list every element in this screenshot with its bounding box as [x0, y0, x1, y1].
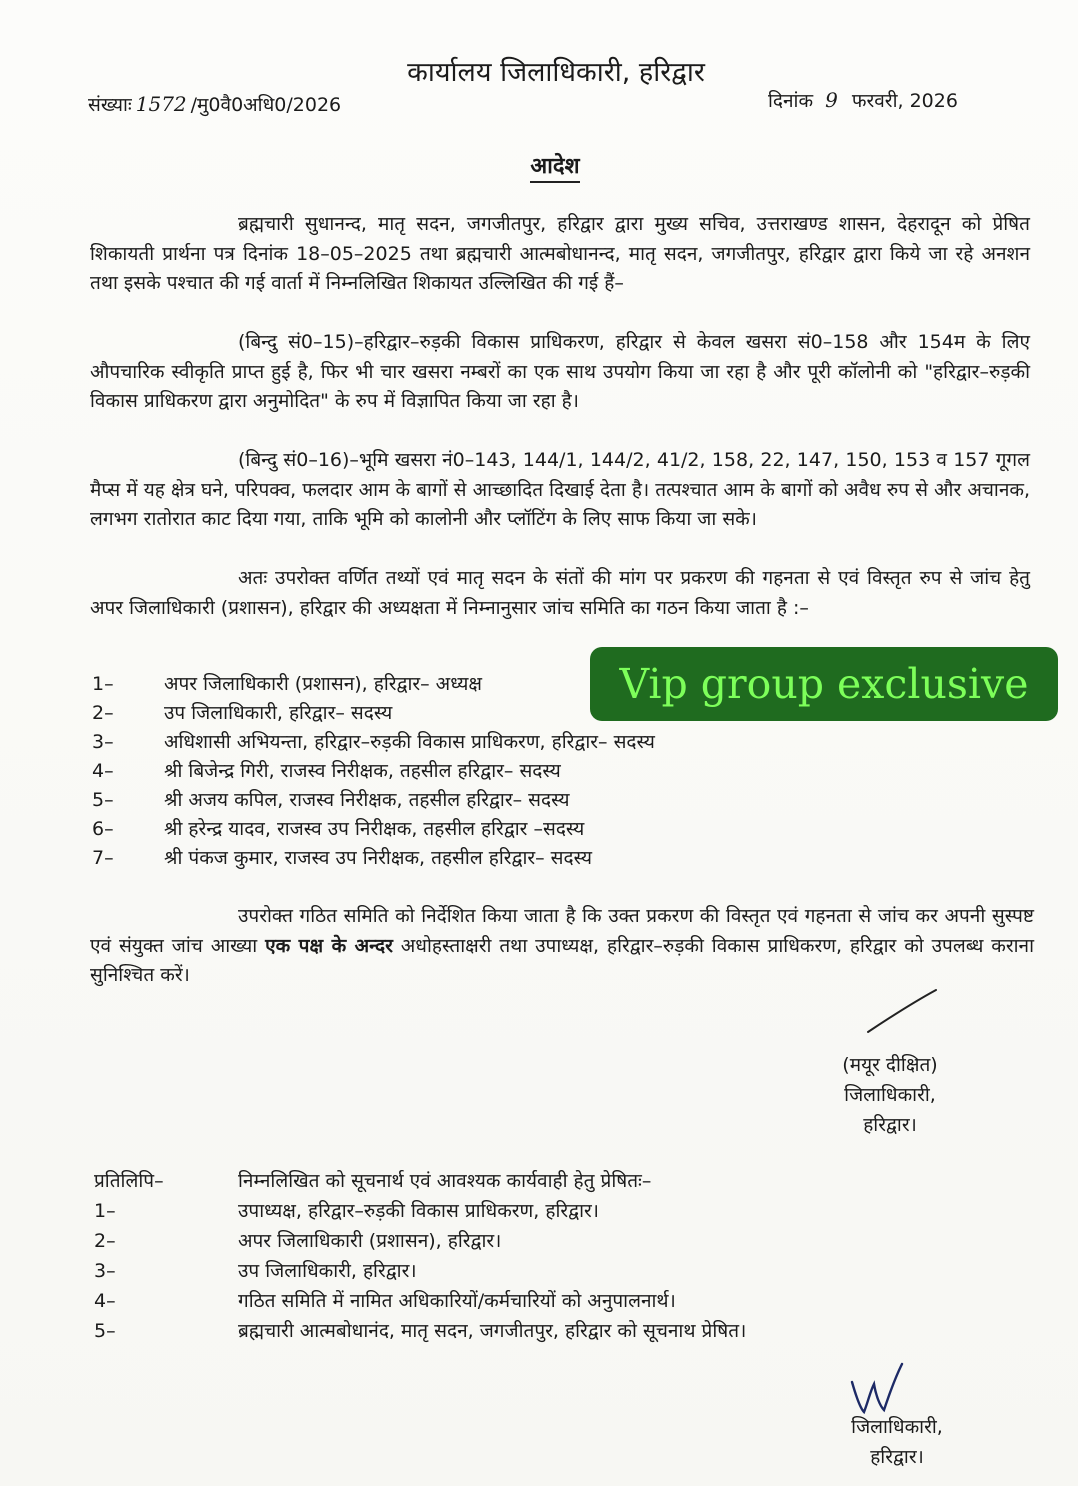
- committee-row: 7– श्री पंकज कुमार, राजस्व उप निरीक्षक, तहसील हरिद्वार– सदस्य: [92, 847, 593, 869]
- copy-row: 1– उपाध्यक्ष, हरिद्वार–रुड़की विकास प्राधिकरण, हरिद्वार।: [94, 1200, 599, 1222]
- initials-signature: [846, 1362, 906, 1418]
- signature-stroke: [862, 988, 942, 1038]
- committee-row: 1– अपर जिलाधिकारी (प्रशासन), हरिद्वार– अध्यक्ष: [92, 673, 482, 695]
- copy-to-list: [94, 1166, 1014, 1346]
- copy-header-row: प्रतिलिपि– निम्नलिखित को सूचनार्थ एवं आवश्यक कार्यवाही हेतु प्रेषितः–: [94, 1170, 652, 1192]
- committee-row: 6– श्री हरेन्द्र यादव, राजस्व उप निरीक्षक, तहसील हरिद्वार –सदस्य: [92, 818, 585, 840]
- ref-suffix: /मु0वै0अधि0/2026: [190, 94, 342, 116]
- point-15-paragraph: (बिन्दु सं0–15)–हरिद्वार–रुड़की विकास प्राधिकरण, हरिद्वार से केवल खसरा सं0–158 और 154म के लिए औपचारिक स्वीकृति प्राप्त हुई है, फिर भी चार खसरा नम्बरों का एक साथ उपयोग किया जा रहा है और पूरी कॉलोनी को "हरिद्वार–रुड़की विकास प्राधिकरण द्वारा अनुमोदित" के रुप में विज्ञापित किया जा रहा है।: [90, 331, 1030, 412]
- copy-row: 4– गठित समिति में नामित अधिकारियों/कर्मचारियों को अनुपालनार्थ।: [94, 1290, 676, 1312]
- ref-number-handwritten: 1572: [135, 92, 187, 116]
- date-day-handwritten: 9: [825, 88, 838, 112]
- watermark-text: Vip group exclusive: [619, 660, 1029, 708]
- date-rest: फरवरी, 2026: [851, 90, 958, 112]
- committee-row: 4– श्री बिजेन्द्र गिरी, राजस्व निरीक्षक, तहसील हरिद्वार– सदस्य: [92, 760, 561, 782]
- office-title: कार्यालय जिलाधिकारी, हरिद्वार: [407, 57, 705, 88]
- order-heading: आदेश: [0, 150, 1078, 180]
- direction-paragraph: उपरोक्त गठित समिति को निर्देशित किया जाता है कि उक्त प्रकरण की विस्तृत एवं गहनता से जांच कर अपनी सुस्पष्ट एवं संयुक्त जांच आख्या एक पक्ष के अन्दर अधोहस्ताक्षरी तथा उपाध्यक्ष, हरिद्वार–रुड़की विकास प्राधिकरण, हरिद्वार को उपलब्ध कराना सुनिश्चित करें।: [90, 905, 1034, 986]
- bottom-signature-block: [812, 1412, 982, 1472]
- watermark-badge: [590, 647, 1058, 721]
- committee-row: 2– उप जिलाधिकारी, हरिद्वार– सदस्य: [92, 702, 393, 724]
- committee-row: 3– अधिशासी अभियन्ता, हरिद्वार–रुड़की विकास प्राधिकरण, हरिद्वार– सदस्य: [92, 731, 655, 753]
- point-16-paragraph: (बिन्दु सं0–16)–भूमि खसरा नं0–143, 144/1, 144/2, 41/2, 158, 22, 147, 150, 153 व 157 गूगल मैप्स में यह क्षेत्र घने, परिपक्व, फलदार आम के बागों से आच्छादित दिखाई देता है। तत्पश्चात आम के बागों को अवैध रुप से और अचानक, लगभग रातोरात काट दिया गया, ताकि भूमि को कालोनी और प्लॉटिंग के लिए साफ किया जा सके।: [90, 449, 1030, 530]
- committee-row: 5– श्री अजय कपिल, राजस्व निरीक्षक, तहसील हरिद्वार– सदस्य: [92, 789, 570, 811]
- copy-row: 5– ब्रह्मचारी आत्मबोधानंद, मातृ सदन, जगजीतपुर, हरिद्वार को सूचनाथ प्रेषित।: [94, 1320, 747, 1342]
- ref-prefix: संख्याः: [88, 94, 132, 116]
- copy-row: 3– उप जिलाधिकारी, हरिद्वार।: [94, 1260, 417, 1282]
- signature-block: [800, 1050, 980, 1140]
- intro-paragraph: ब्रह्मचारी सुधानन्द, मातृ सदन, जगजीतपुर, हरिद्वार द्वारा मुख्य सचिव, उत्तराखण्ड शासन, देहरादून को प्रेषित शिकायती प्रार्थना पत्र दिनांक 18–05–2025 तथा ब्रह्मचारी आत्मबोधानन्द, मातृ सदन, जगजीतपुर, हरिद्वार द्वारा किये जा रहे अनशन तथा इसके पश्चात की गई वार्ता में निम्नलिखित शिकायत उल्लिखित की गई हैं–: [90, 213, 1030, 294]
- bottom-place: हरिद्वार।: [870, 1446, 924, 1468]
- committee-formation-paragraph: अतः उपरोक्त वर्णित तथ्यों एवं मातृ सदन के संतों की मांग पर प्रकरण की गहनता से एवं विस्तृत रुप से जांच हेतु अपर जिलाधिकारी (प्रशासन), हरिद्वार की अध्यक्षता में निम्नानुसार जांच समिति का गठन किया जाता है :–: [90, 567, 1030, 619]
- bottom-designation: जिलाधिकारी,: [851, 1416, 943, 1438]
- date-label: दिनांक: [768, 90, 814, 112]
- signatory-designation: जिलाधिकारी,: [844, 1084, 936, 1106]
- reference-number: [88, 90, 341, 119]
- signatory-place: हरिद्वार।: [863, 1114, 917, 1136]
- signatory-name: (मयूर दीक्षित): [842, 1054, 938, 1076]
- copy-row: 2– अपर जिलाधिकारी (प्रशासन), हरिद्वार।: [94, 1230, 502, 1252]
- deadline-emphasis: एक पक्ष के अन्दर: [265, 934, 393, 957]
- order-date: [768, 86, 958, 115]
